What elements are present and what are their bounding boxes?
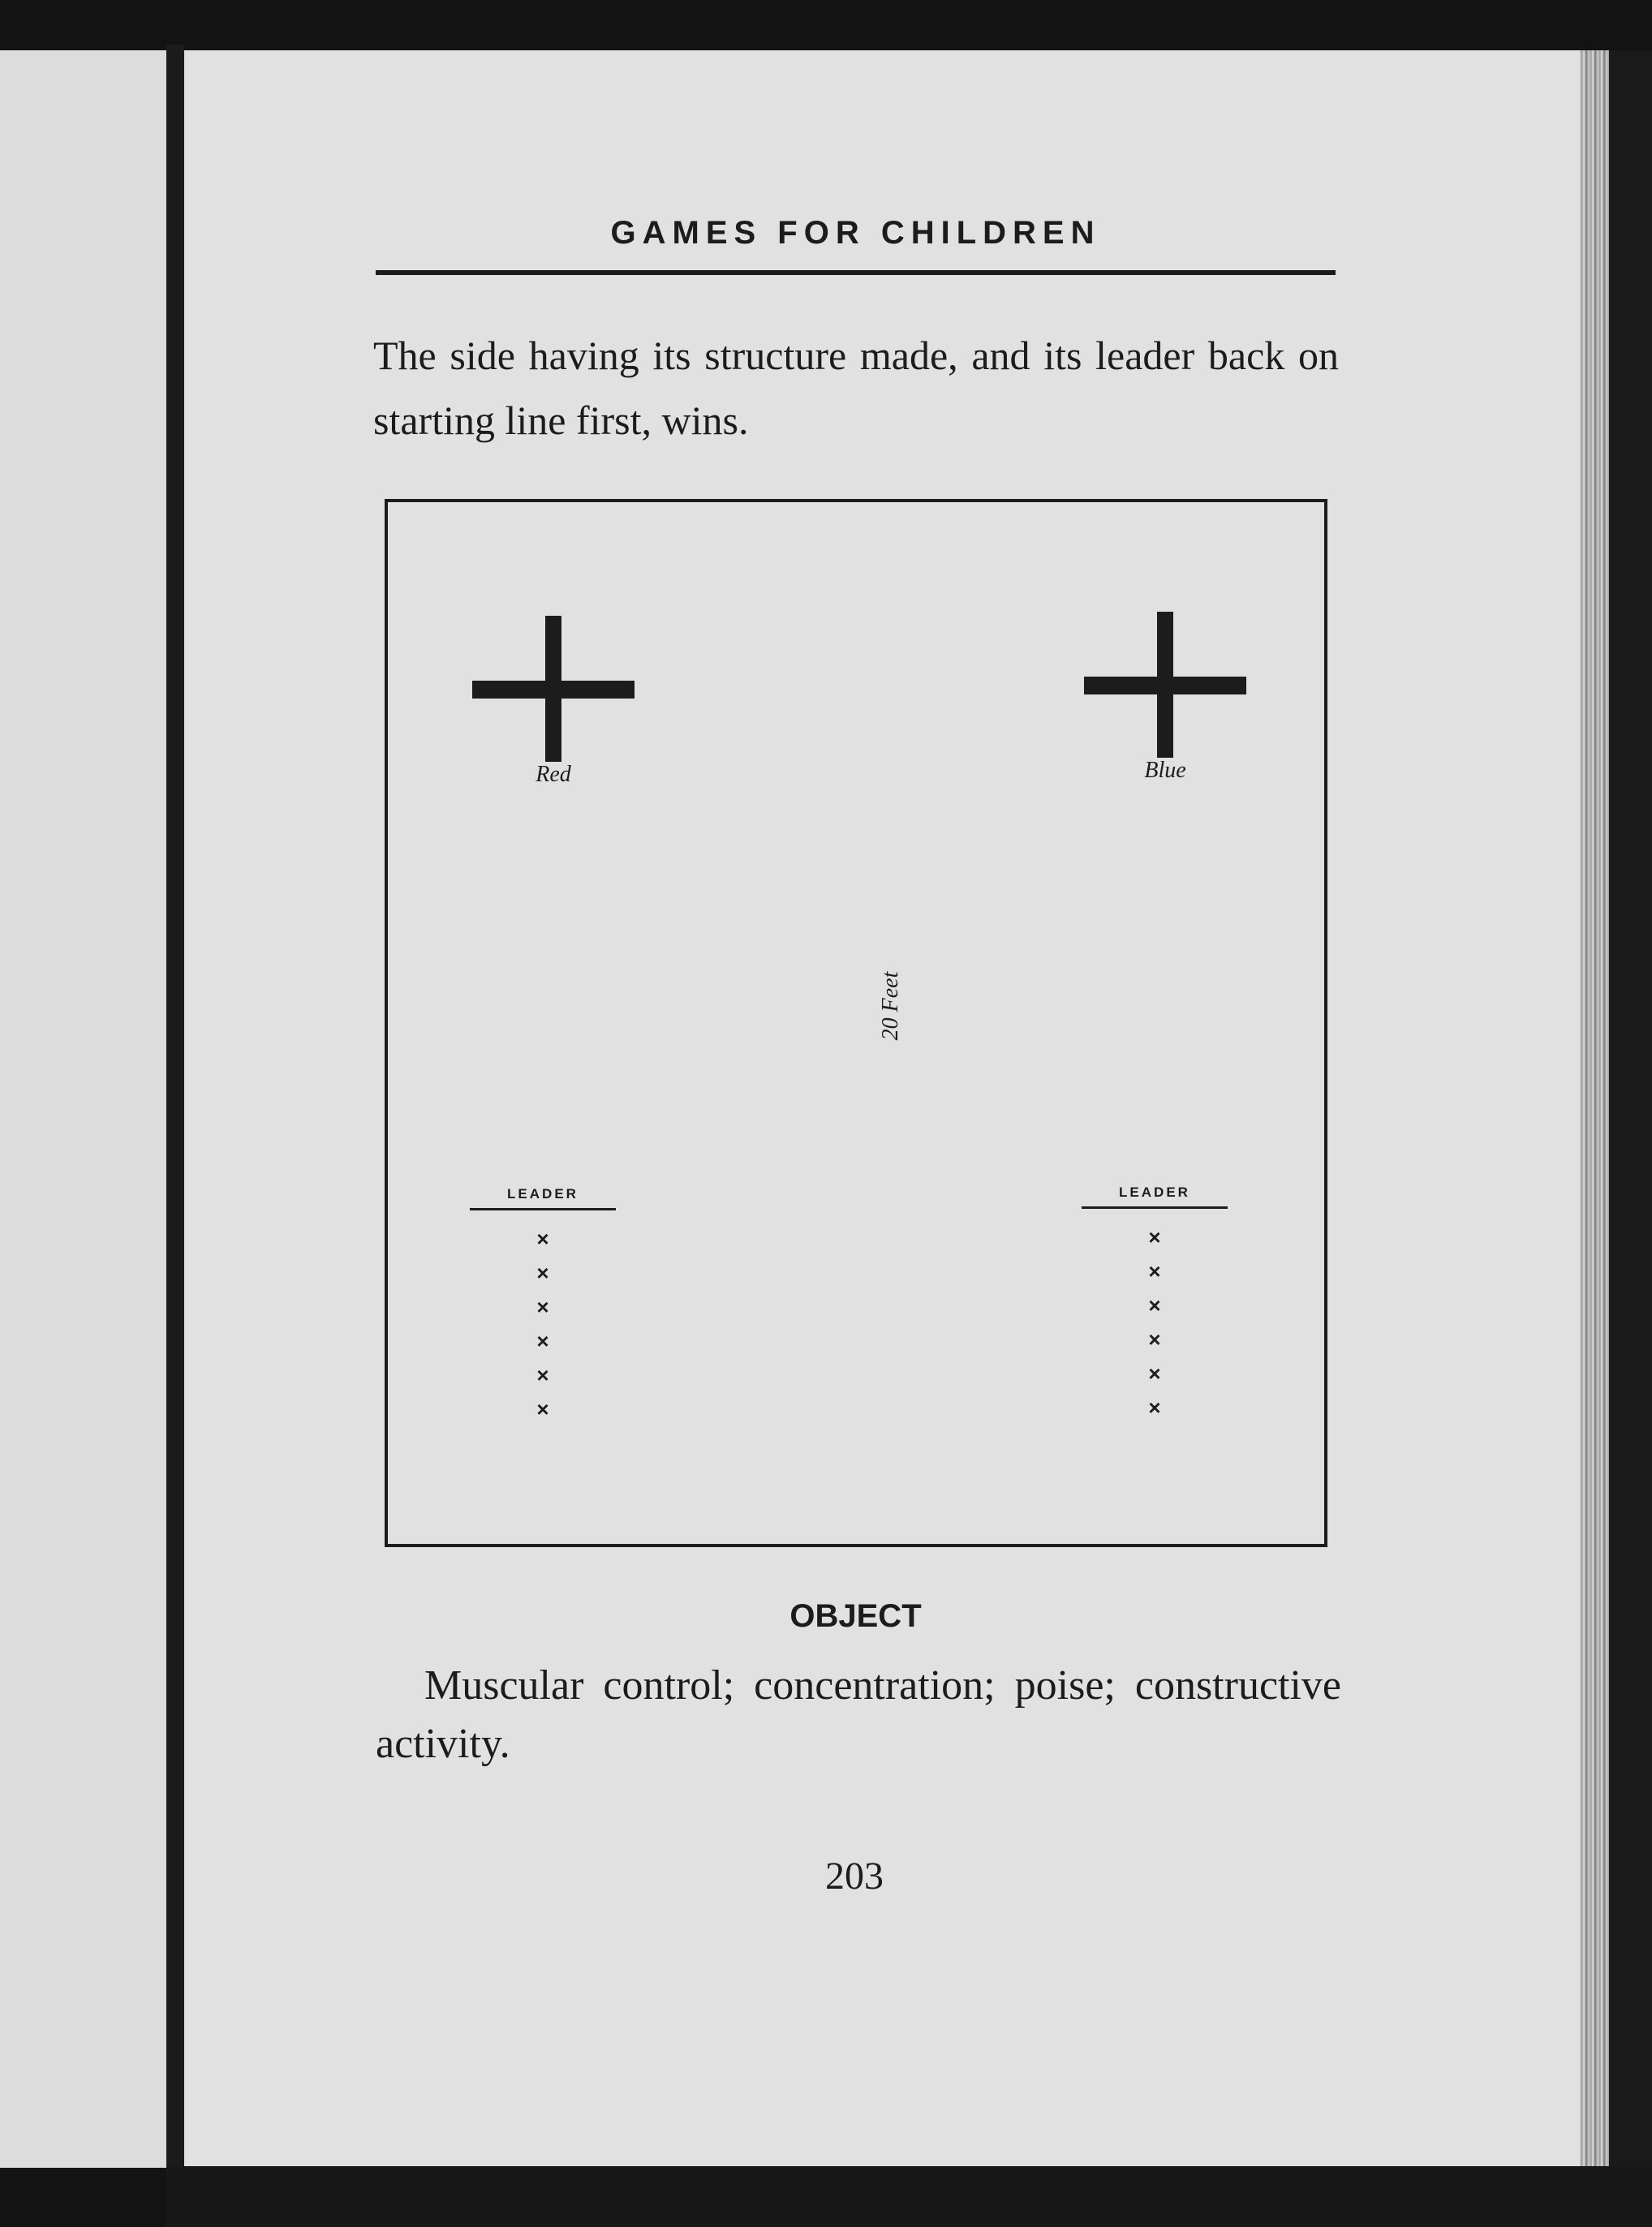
player-list-red <box>470 1222 616 1426</box>
game-diagram <box>385 499 1327 1547</box>
distance-label: 20 Feet <box>878 971 903 1041</box>
blue-structure-cross <box>1084 612 1246 758</box>
starting-line-red <box>470 1208 616 1210</box>
team-label-blue: Blue <box>1144 758 1186 783</box>
red-cross-horizontal-bar <box>472 681 635 699</box>
scan-border-bottom <box>166 2166 1652 2227</box>
intro-paragraph: The side having its structure made, and its leader back on starting line first, wins. <box>373 333 1339 443</box>
red-team-line <box>470 1184 616 1426</box>
player-marker: × <box>536 1295 549 1319</box>
object-heading: OBJECT <box>789 1598 922 1634</box>
team-label-red: Red <box>536 762 571 787</box>
player-marker: × <box>1148 1225 1161 1249</box>
player-marker: × <box>536 1227 549 1251</box>
player-marker: × <box>536 1363 549 1387</box>
player-marker: × <box>1148 1293 1161 1318</box>
book-binding <box>166 45 184 2170</box>
player-marker: × <box>1148 1395 1161 1420</box>
blue-cross-horizontal-bar <box>1084 677 1246 694</box>
player-marker: × <box>1148 1327 1161 1352</box>
scan-border-right <box>1609 50 1652 2208</box>
page-stack-edge <box>1580 50 1609 2166</box>
header-rule <box>376 270 1336 275</box>
red-structure-cross <box>472 616 635 762</box>
running-head: GAMES FOR CHILDREN <box>610 215 1101 251</box>
player-marker: × <box>536 1397 549 1421</box>
player-marker: × <box>536 1329 549 1353</box>
player-marker: × <box>1148 1259 1161 1283</box>
page-number: 203 <box>825 1855 884 1898</box>
player-marker: × <box>1148 1361 1161 1386</box>
starting-line-blue <box>1082 1206 1228 1209</box>
object-paragraph: Muscular control; concentration; poise; constructive activity. <box>376 1662 1341 1767</box>
player-list-blue <box>1082 1220 1228 1425</box>
player-marker: × <box>536 1261 549 1285</box>
left-page-edge <box>0 50 166 2168</box>
leader-label-red: LEADER <box>507 1186 579 1202</box>
blue-team-line <box>1082 1182 1228 1425</box>
leader-label-blue: LEADER <box>1119 1184 1190 1200</box>
